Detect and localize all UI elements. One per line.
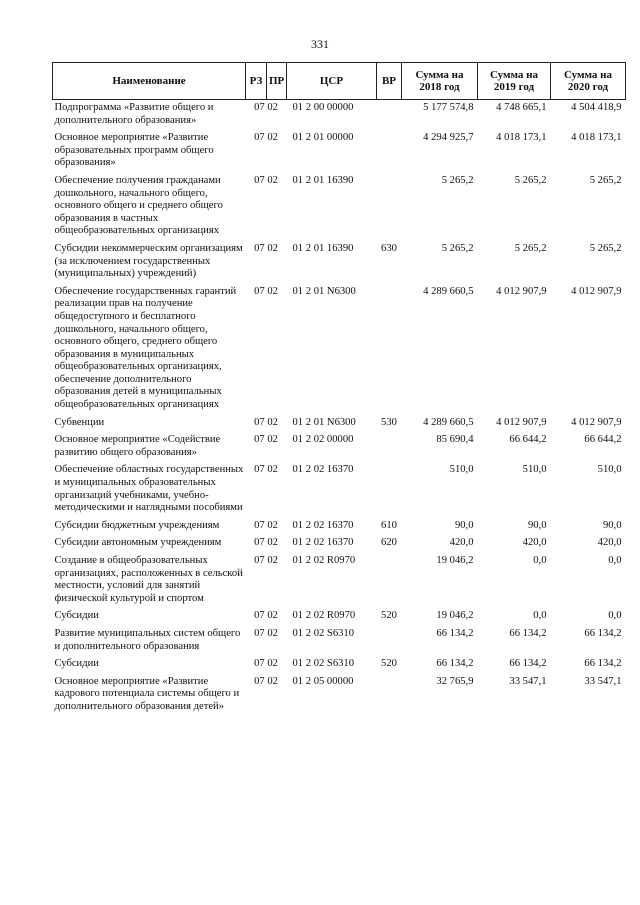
row-sum-2019: 5 265,2 (514, 242, 547, 254)
header-sum-2020: Сумма на 2020 год (551, 63, 626, 100)
table-row (53, 432, 626, 462)
row-rz-pr: 07 02 (254, 627, 278, 639)
row-rz-pr: 07 02 (254, 675, 278, 687)
header-pr: ПР (267, 63, 287, 100)
row-rz-pr: 07 02 (254, 434, 278, 446)
table-row (53, 415, 626, 433)
header-csr: ЦСР (287, 63, 377, 100)
header-sum-2018: Сумма на 2018 год (402, 63, 478, 100)
row-rz-pr: 07 02 (254, 416, 278, 428)
row-rz-pr: 07 02 (254, 242, 278, 254)
row-sum-2018: 5 265,2 (441, 174, 474, 186)
table-row (53, 626, 626, 656)
budget-table (52, 62, 626, 717)
row-csr: 01 2 02 16370 (292, 537, 354, 549)
table-row (53, 553, 626, 608)
header-rz: РЗ (246, 63, 267, 100)
row-sum-2020: 66 134,2 (584, 658, 622, 670)
row-sum-2020: 90,0 (602, 519, 622, 531)
row-csr: 01 2 02 16370 (292, 519, 354, 531)
row-sum-2020: 4 018 173,1 (571, 132, 622, 144)
row-sum-2018: 66 134,2 (436, 658, 474, 670)
row-rz-pr: 07 02 (254, 537, 278, 549)
row-sum-2019: 66 134,2 (509, 627, 547, 639)
row-vr (377, 553, 402, 608)
row-csr: 01 2 02 S6310 (292, 627, 355, 639)
row-rz-pr: 07 02 (254, 610, 278, 622)
row-vr (377, 432, 402, 462)
table-row (53, 462, 626, 517)
row-sum-2018: 4 289 660,5 (423, 285, 474, 297)
table-row (53, 608, 626, 626)
row-vr (377, 100, 402, 131)
row-sum-2018: 66 134,2 (436, 627, 474, 639)
row-sum-2019: 33 547,1 (509, 675, 547, 687)
row-name: Основное мероприятие «Содействие развитию общего образования» (54, 434, 221, 458)
table-row (53, 674, 626, 717)
row-vr (377, 173, 402, 241)
row-sum-2018: 5 177 574,8 (423, 102, 474, 113)
row-rz-pr: 07 02 (254, 658, 278, 670)
row-name: Субсидии (54, 658, 99, 670)
row-vr (377, 674, 402, 717)
row-sum-2018: 420,0 (449, 537, 474, 549)
row-csr: 01 2 01 16390 (292, 174, 354, 186)
row-vr (377, 462, 402, 517)
row-rz-pr: 07 02 (254, 132, 278, 144)
row-csr: 01 2 02 00000 (292, 434, 354, 446)
header-sum-2019: Сумма на 2019 год (478, 63, 551, 100)
row-sum-2020: 66 134,2 (584, 627, 622, 639)
row-sum-2019: 5 265,2 (514, 174, 547, 186)
row-name: Создание в общеобразовательных организациях, расположенных в сельской местности, условий для занятий физической культурой и спортом (54, 555, 243, 604)
table-body (53, 100, 626, 717)
row-csr: 01 2 02 R0970 (292, 610, 356, 622)
row-csr: 01 2 02 S6310 (292, 658, 355, 670)
table-row (53, 241, 626, 284)
table-row (53, 284, 626, 415)
row-vr: 610 (381, 519, 397, 531)
row-name: Субсидии (54, 610, 99, 622)
row-sum-2019: 66 134,2 (509, 658, 547, 670)
row-sum-2019: 0,0 (533, 555, 547, 566)
row-csr: 01 2 01 00000 (292, 132, 354, 144)
row-csr: 01 2 01 N6300 (292, 416, 356, 428)
row-sum-2018: 90,0 (454, 519, 474, 531)
row-sum-2019: 4 748 665,1 (496, 102, 547, 113)
row-sum-2020: 0,0 (608, 555, 622, 566)
row-csr: 01 2 00 00000 (292, 102, 354, 113)
row-csr: 01 2 05 00000 (292, 675, 354, 687)
row-name: Субсидии некоммерческим организациям (за исключением государственных (муниципальных) учреждений) (54, 242, 243, 280)
header-vr: ВР (377, 63, 402, 100)
row-sum-2018: 5 265,2 (441, 242, 474, 254)
row-vr: 630 (381, 242, 397, 254)
table-row (53, 656, 626, 674)
row-rz-pr: 07 02 (254, 102, 278, 113)
row-csr: 01 2 01 N6300 (292, 285, 356, 297)
table-row (53, 173, 626, 241)
row-vr: 520 (381, 658, 397, 670)
row-sum-2020: 510,0 (597, 464, 622, 476)
table-row (53, 130, 626, 173)
row-name: Субсидии бюджетным учреждениям (54, 519, 220, 531)
row-vr (377, 130, 402, 173)
row-sum-2019: 90,0 (527, 519, 547, 531)
row-name: Основное мероприятие «Развитие образовательных программ общего образования» (54, 132, 214, 169)
table-header-row (53, 63, 626, 100)
row-sum-2018: 4 289 660,5 (423, 416, 474, 428)
row-sum-2019: 4 018 173,1 (496, 132, 547, 144)
page-number: 331 (311, 37, 329, 51)
row-sum-2019: 0,0 (533, 610, 547, 622)
row-rz-pr: 07 02 (254, 464, 278, 476)
row-sum-2019: 66 644,2 (509, 434, 547, 446)
row-sum-2020: 420,0 (597, 537, 622, 549)
row-name: Обеспечение государственных гарантий реализации прав на получение общедоступного и бесплатного дошкольного, начального общего, основного общего, среднего общего образования в муниципальных общеобразовательных организациях, обеспечение дополнительного образования детей в муниципальных общеобразовательных организациях (54, 285, 237, 411)
budget-table-container (52, 62, 625, 717)
row-sum-2018: 85 690,4 (436, 434, 474, 446)
row-vr: 620 (381, 537, 397, 549)
row-sum-2020: 5 265,2 (589, 174, 622, 186)
table-row (53, 100, 626, 131)
row-vr: 520 (381, 610, 397, 622)
row-vr (377, 626, 402, 656)
row-name: Обеспечение областных государственных и муниципальных образовательных организаций учебниками, учебно-методическими и наглядными пособиями (54, 464, 244, 514)
row-csr: 01 2 02 R0970 (292, 555, 356, 566)
row-sum-2018: 4 294 925,7 (423, 132, 474, 144)
row-sum-2020: 66 644,2 (584, 434, 622, 446)
row-sum-2018: 19 046,2 (436, 610, 474, 622)
row-sum-2018: 19 046,2 (436, 555, 474, 566)
header-name: Наименование (53, 63, 246, 100)
row-name: Подпрограмма «Развитие общего и дополнительного образования» (54, 102, 214, 126)
row-rz-pr: 07 02 (254, 174, 278, 186)
row-rz-pr: 07 02 (254, 285, 278, 297)
row-sum-2019: 4 012 907,9 (496, 285, 547, 297)
row-sum-2019: 510,0 (522, 464, 547, 476)
row-sum-2020: 4 504 418,9 (571, 102, 622, 113)
row-vr (377, 284, 402, 415)
row-name: Развитие муниципальных систем общего и дополнительного образования (54, 627, 241, 652)
row-sum-2019: 420,0 (522, 537, 547, 549)
row-sum-2020: 33 547,1 (584, 675, 622, 687)
row-csr: 01 2 02 16370 (292, 464, 354, 476)
row-sum-2020: 0,0 (608, 610, 622, 622)
row-sum-2019: 4 012 907,9 (496, 416, 547, 428)
row-sum-2020: 5 265,2 (589, 242, 622, 254)
row-rz-pr: 07 02 (254, 519, 278, 531)
table-row (53, 518, 626, 536)
row-sum-2020: 4 012 907,9 (571, 416, 622, 428)
row-sum-2018: 32 765,9 (436, 675, 474, 687)
row-name: Субвенции (54, 416, 105, 428)
row-vr: 530 (381, 416, 397, 428)
row-csr: 01 2 01 16390 (292, 242, 354, 254)
row-name: Субсидии автономным учреждениям (54, 537, 222, 549)
row-sum-2020: 4 012 907,9 (571, 285, 622, 297)
row-rz-pr: 07 02 (254, 555, 278, 566)
row-name: Обеспечение получения гражданами дошкольного, начального общего, основного общего и среднего общего образования в частных общеобразовательных организациях (54, 174, 223, 237)
row-name: Основное мероприятие «Развитие кадрового потенциала системы общего и дополнительного образования детей» (54, 675, 240, 712)
table-row (53, 535, 626, 553)
row-sum-2018: 510,0 (449, 464, 474, 476)
